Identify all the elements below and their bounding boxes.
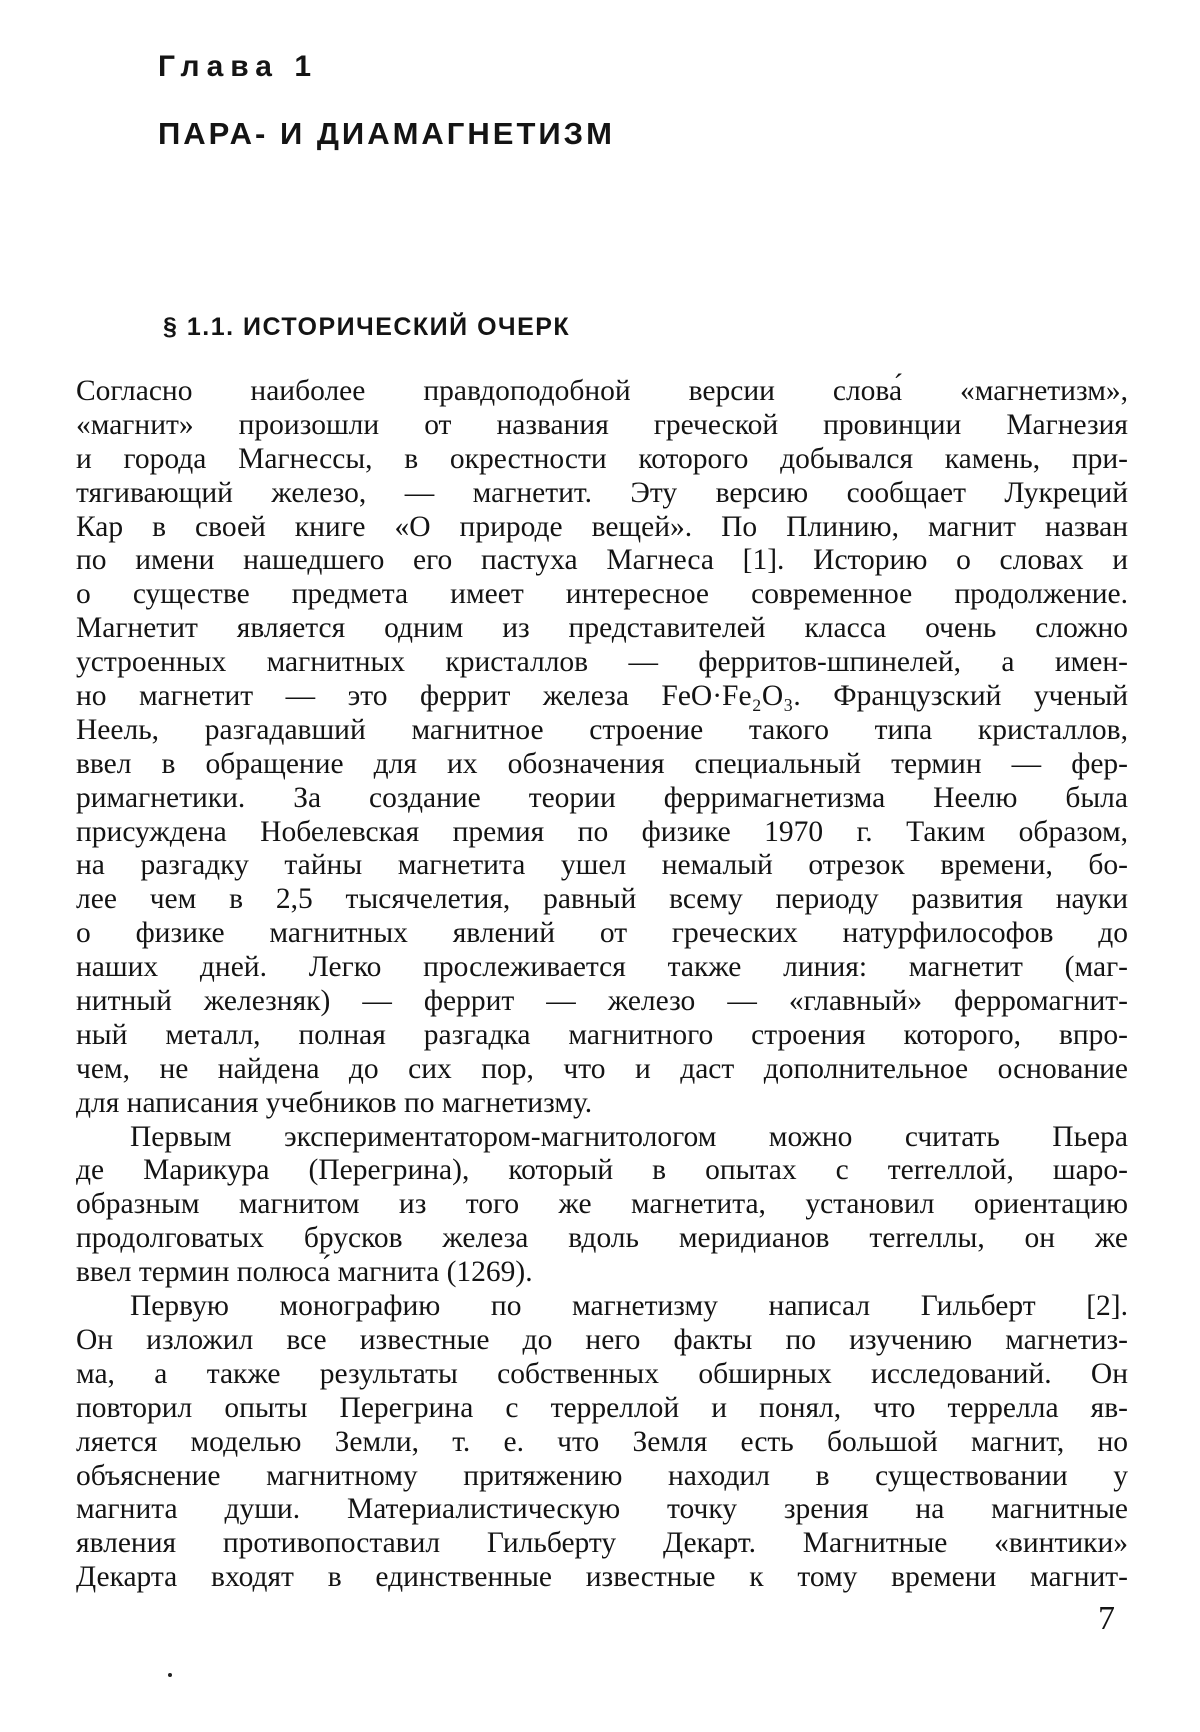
text-line: Неель, разгадавший магнитное строение такого типа кристаллов,	[76, 713, 1128, 746]
text-line: нитный железняк) — феррит — железо — «главный» ферромагнит-	[76, 985, 1128, 1018]
text-line: Согласно наиболее правдоподобной версии слова́ «магнетизм»,	[76, 375, 1128, 407]
scan-speck	[168, 1673, 172, 1677]
text-line: ляется моделью Земли, т. е. что Земля есть большой магнит, но	[76, 1425, 1128, 1458]
text-line: ввел термин полюса́ магнита (1269).	[76, 1256, 533, 1289]
body-text	[76, 375, 1128, 1595]
text-line: о физике магнитных явлений от греческих натурфилософов до	[76, 917, 1128, 950]
text-line: Кар в своей книге «О природе вещей». По Плинию, магнит назван	[76, 510, 1128, 543]
text-line: ный металл, полная разгадка магнитного строения которого, впро-	[76, 1018, 1128, 1051]
chapter-title: ПАРА- И ДИАМАГНЕТИЗМ	[158, 116, 615, 151]
text-line: объяснение магнитному притяжению находил в существовании у	[76, 1459, 1128, 1492]
text-line: Он изложил все известные до него факты по изучению магнетиз-	[76, 1323, 1128, 1356]
text-line: по имени нашедшего его пастуха Магнеса [1]. Историю о словах и	[76, 544, 1128, 577]
text-line: присуждена Нобелевская премия по физике 1970 г. Таким образом,	[76, 815, 1128, 848]
text-line: повторил опыты Перегрина с терреллой и понял, что террелла яв-	[76, 1391, 1128, 1424]
text-line: тягивающий железо, — магнетит. Эту версию сообщает Лукреций	[76, 476, 1128, 509]
text-line: ввел в обращение для их обозначения специальный термин — фер-	[76, 747, 1128, 780]
text-line: продолговатых брусков железа вдоль меридианов тerreллы, он же	[76, 1222, 1128, 1255]
text-line: наших дней. Легко прослеживается также линия: магнетит (маг-	[76, 951, 1128, 984]
text-line: де Марикура (Перегрина), который в опытах с тerreллой, шаро-	[76, 1154, 1128, 1187]
text-line: устроенных магнитных кристаллов — ферритов-шпинелей, а имен-	[76, 646, 1128, 679]
text-line: магнита души. Материалистическую точку зрения на магнитные	[76, 1493, 1128, 1526]
text-line: для написания учебников по магнетизму.	[76, 1086, 593, 1119]
text-line: и города Магнессы, в окрестности которого добывался камень, при-	[76, 442, 1128, 475]
text-line: ма, а также результаты собственных обширных исследований. Он	[76, 1357, 1128, 1390]
text-line: «магнит» произошли от названия греческой провинции Магнезия	[76, 408, 1128, 441]
text-line: на разгадку тайны магнетита ушел немалый отрезок времени, бо-	[76, 849, 1128, 882]
text-line: но магнетит — это феррит железа FeO·Fe₂O₃. Французский ученый	[76, 680, 1128, 713]
chapter-label: Глава 1	[158, 50, 319, 83]
page-number: 7	[1098, 1600, 1115, 1637]
text-line: явления противопоставил Гильберту Декарт. Магнитные «винтики»	[76, 1527, 1128, 1560]
text-line: Декарта входят в единственные известные к тому времени магнит-	[76, 1561, 1128, 1594]
text-line: лее чем в 2,5 тысячелетия, равный всему периоду развития науки	[76, 883, 1128, 916]
text-line: о существе предмета имеет интересное современное продолжение.	[76, 578, 1128, 611]
section-heading: § 1.1. ИСТОРИЧЕСКИЙ ОЧЕРК	[163, 313, 571, 341]
text-line: Первым экспериментатором-магнитологом можно считать Пьера	[130, 1120, 1128, 1153]
text-line: римагнетики. За создание теории ферримагнетизма Неелю была	[76, 781, 1128, 814]
text-line: чем, не найдена до сих пор, что и даст дополнительное основание	[76, 1052, 1128, 1085]
text-line: Магнетит является одним из представителей класса очень сложно	[76, 612, 1128, 645]
text-line: Первую монографию по магнетизму написал Гильберт [2].	[130, 1290, 1128, 1323]
text-line: образным магнитом из того же магнетита, установил ориентацию	[76, 1188, 1128, 1221]
